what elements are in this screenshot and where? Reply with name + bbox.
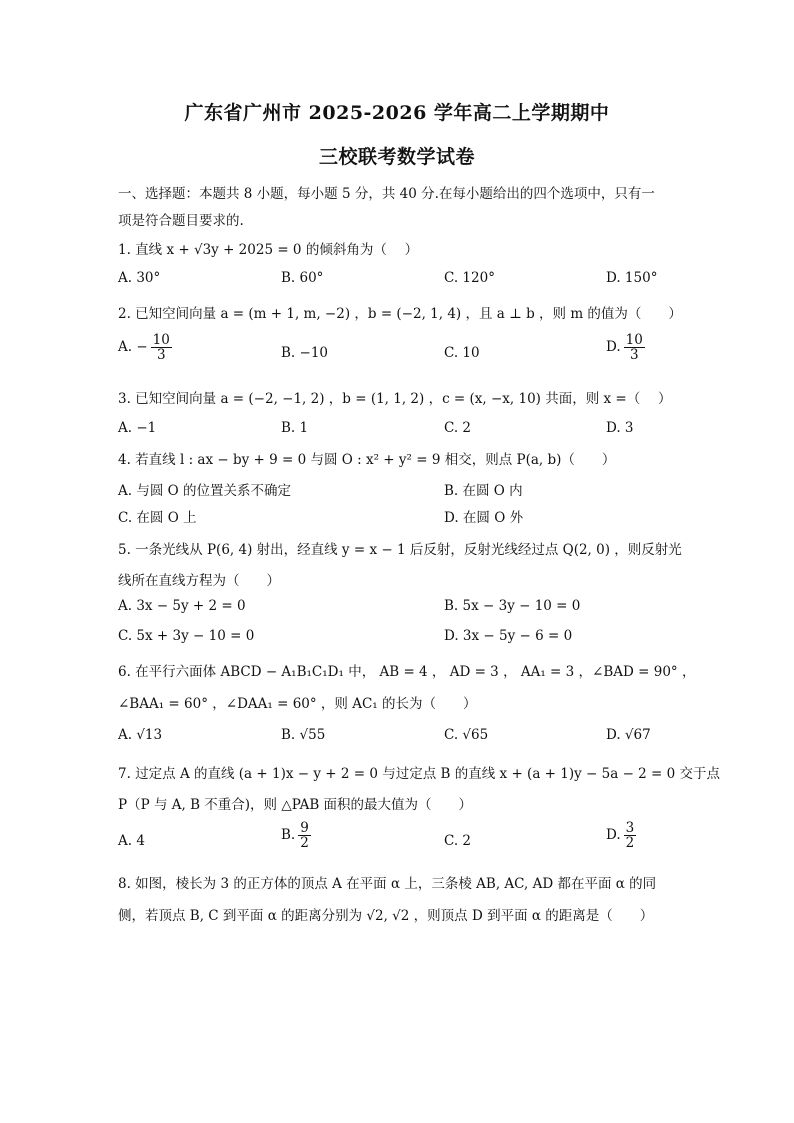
question-7-option-b-label: B.: [281, 827, 296, 844]
question-1-option-d: D. 150°: [606, 270, 658, 286]
question-1-option-c: C. 120°: [444, 270, 495, 286]
fraction-numerator: 10: [625, 332, 643, 348]
question-3-option-d: D. 3: [606, 420, 634, 436]
question-2-option-d-label: D.: [606, 339, 621, 356]
question-8-stem-line1: 8. 如图，棱长为 3 的正方体的顶点 A 在平面 α 上，三条棱 AB, AC, AD 都在平面 α 的同: [118, 876, 657, 892]
fraction-denominator: 2: [625, 835, 635, 852]
fraction-numerator: 9: [300, 820, 309, 836]
fraction-numerator: 3: [625, 820, 635, 836]
question-8-stem-line2: 侧，若顶点 B, C 到平面 α 的距离分别为 √2, √2 ，则顶点 D 到平面 α 的距离是（ ）: [118, 908, 654, 924]
question-6-option-d: D. √67: [606, 727, 651, 743]
question-1-stem: 1. 直线 x + √3y + 2025 = 0 的倾斜角为（ ）: [118, 242, 419, 258]
section-intro-line1: 一、选择题：本题共 8 小题，每小题 5 分，共 40 分.在每小题给出的四个选项中，只有一: [118, 186, 655, 202]
question-2-option-b: B. −10: [281, 345, 328, 361]
fraction: [151, 333, 172, 362]
question-4-option-b: B. 在圆 O 内: [444, 483, 523, 499]
question-3-option-c: C. 2: [444, 420, 472, 436]
section-intro-line2: 项是符合题目要求的.: [118, 213, 244, 229]
question-5-option-b: B. 5x − 3y − 10 = 0: [444, 598, 581, 614]
question-5-option-c: C. 5x + 3y − 10 = 0: [118, 628, 255, 644]
question-2-option-a-label: A. −: [118, 339, 148, 356]
question-5-option-d: D. 3x − 5y − 6 = 0: [444, 628, 573, 644]
question-4-option-d: D. 在圆 O 外: [444, 510, 524, 526]
question-7-option-d: [606, 821, 636, 850]
fraction-denominator: 3: [156, 347, 166, 364]
question-6-stem-line1: 6. 在平行六面体 ABCD − A₁B₁C₁D₁ 中， AB = 4 ， AD = 3 ， AA₁ = 3 ，∠BAD = 90° ，: [118, 664, 696, 680]
question-6-option-c: C. √65: [444, 727, 489, 743]
exam-title-line2: 三校联考数学试卷: [318, 146, 475, 168]
question-7-option-b: [281, 821, 311, 850]
question-5-option-a: A. 3x − 5y + 2 = 0: [118, 598, 246, 614]
question-2-option-c: C. 10: [444, 345, 480, 361]
question-1-option-a: A. 30°: [118, 270, 161, 286]
question-7-option-d-label: D.: [606, 827, 621, 844]
question-3-stem: 3. 已知空间向量 a = (−2, −1, 2) ，b = (1, 1, 2) ，c = (x, −x, 10) 共面，则 x =（ ）: [118, 391, 672, 407]
fraction-denominator: 2: [300, 835, 309, 852]
fraction: [624, 821, 637, 850]
fraction-numerator: 10: [152, 332, 170, 348]
question-2-option-a: [118, 333, 172, 362]
question-7-stem-line2: P（P 与 A, B 不重合)，则 △PAB 面积的最大值为（ ）: [118, 797, 473, 813]
question-1-option-b: B. 60°: [281, 270, 324, 286]
question-6-option-a: A. √13: [118, 727, 163, 743]
question-4-stem: 4. 若直线 l : ax − by + 9 = 0 与圆 O : x² + y² = 9 相交，则点 P(a, b)（ ）: [118, 452, 616, 468]
question-4-option-a: A. 与圆 O 的位置关系不确定: [118, 483, 291, 499]
question-2-stem: 2. 已知空间向量 a = (m + 1, m, −2) ，b = (−2, 1, 4) ，且 a ⊥ b ，则 m 的值为（ ）: [118, 306, 682, 322]
question-7-stem-line1: 7. 过定点 A 的直线 (a + 1)x − y + 2 = 0 与过定点 B 的直线 x + (a + 1)y − 5a − 2 = 0 交于点: [118, 766, 721, 782]
fraction-denominator: 3: [629, 347, 639, 364]
fraction: [298, 821, 311, 850]
question-7-option-a: A. 4: [118, 833, 145, 849]
question-7-option-c: C. 2: [444, 833, 472, 849]
question-6-option-b: B. √55: [281, 727, 326, 743]
question-5-stem-line1: 5. 一条光线从 P(6, 4) 射出，经直线 y = x − 1 后反射，反射光线经过点 Q(2, 0) ，则反射光: [118, 542, 682, 558]
question-3-option-a: A. −1: [118, 420, 157, 436]
fraction: [624, 333, 645, 362]
question-4-option-c: C. 在圆 O 上: [118, 510, 197, 526]
exam-title-line1: 广东省广州市 2025-2026 学年高二上学期期中: [184, 102, 610, 124]
question-3-option-b: B. 1: [281, 420, 309, 436]
question-6-stem-line2: ∠BAA₁ = 60° ，∠DAA₁ = 60° ，则 AC₁ 的长为（ ）: [118, 696, 477, 712]
question-5-stem-line2: 线所在直线方程为（ ）: [118, 573, 280, 589]
question-2-option-d: [606, 333, 645, 362]
